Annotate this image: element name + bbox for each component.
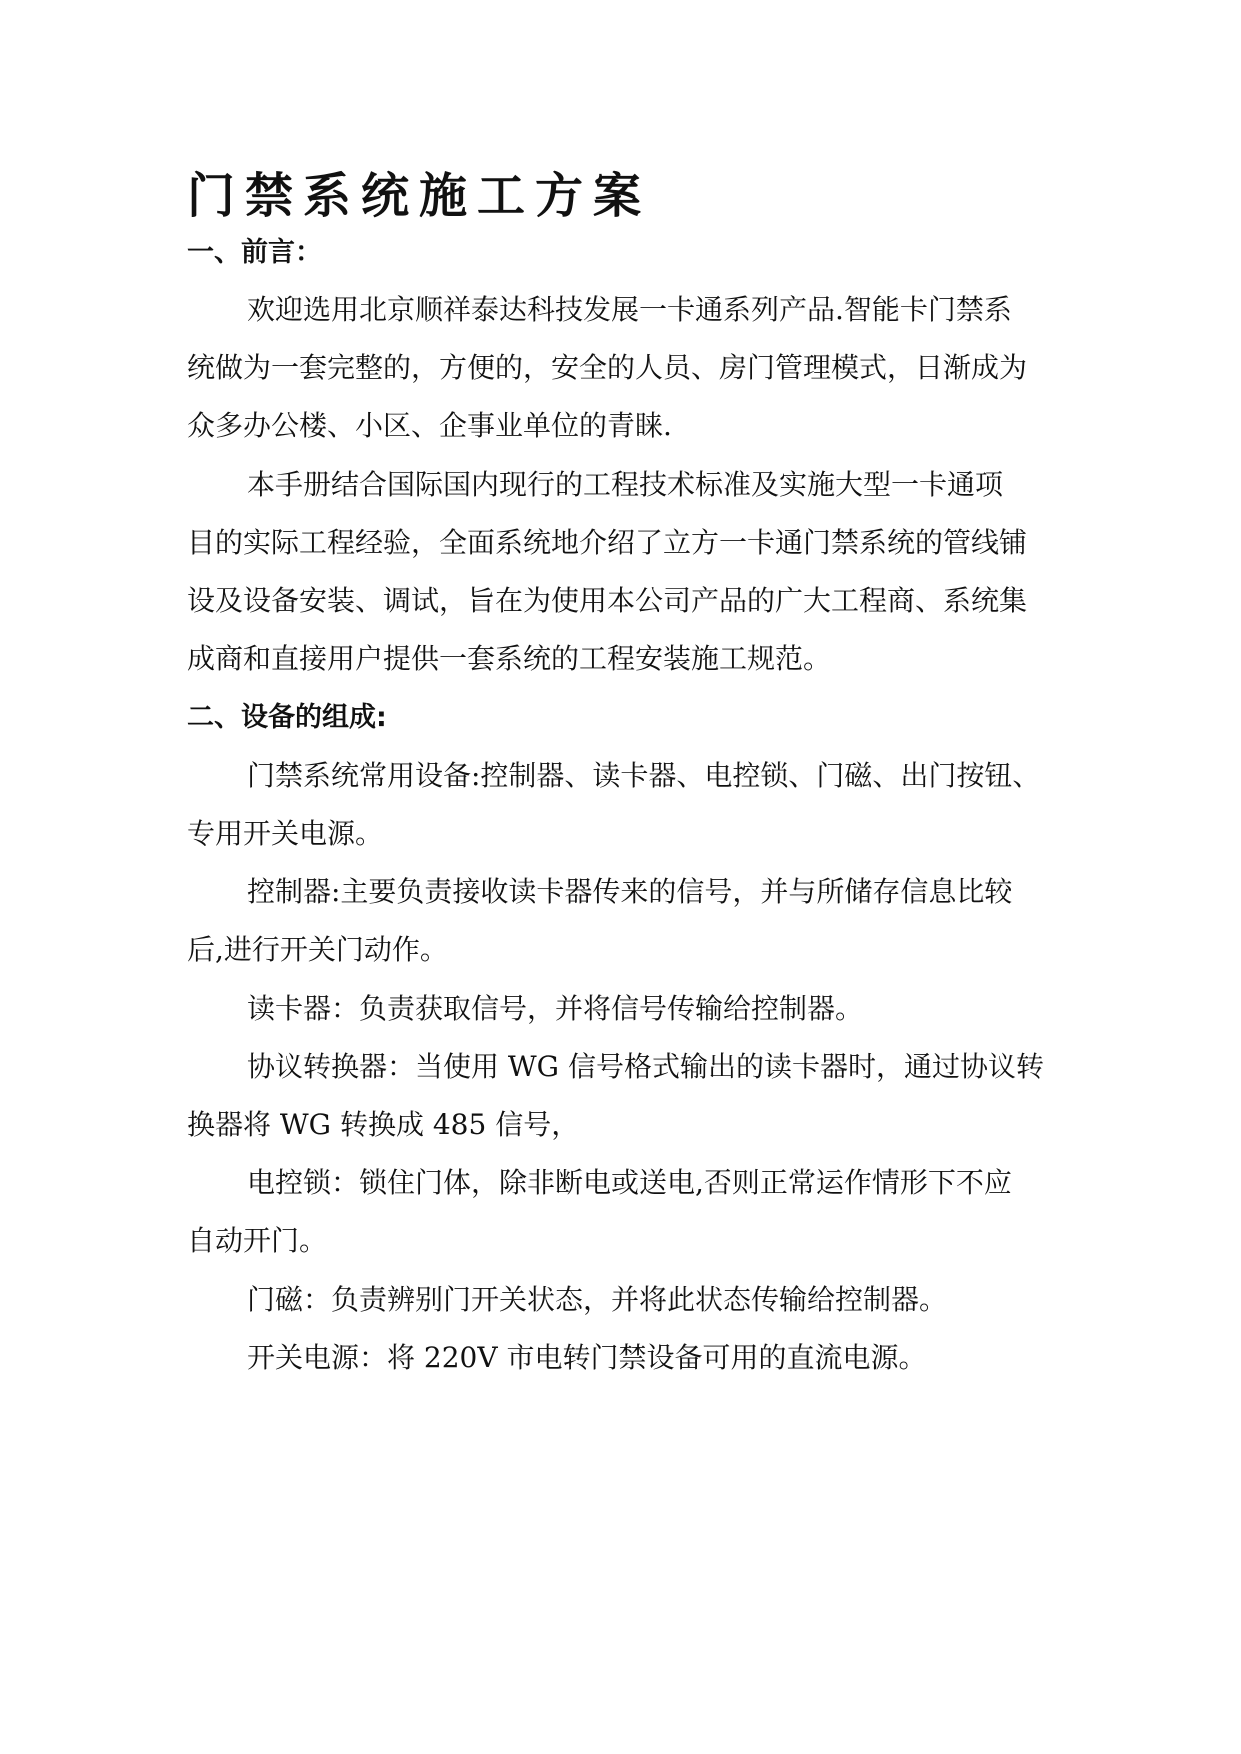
components-p7-line-1: 开关电源：将 220V 市电转门禁设备可用的直流电源。 [247,1341,927,1374]
components-p2-line-2: 后,进行开关门动作。 [187,933,448,966]
preface-paragraph-2-line-2: 目的实际工程经验，全面系统地介绍了立方一卡通门禁系统的管线铺 [187,526,1028,559]
preface-paragraph-1-line-1: 欢迎选用北京顺祥泰达科技发展一卡通系列产品.智能卡门禁系 [247,293,1012,326]
components-p5-line-1: 电控锁：锁住门体，除非断电或送电,否则正常运作情形下不应 [247,1166,1012,1199]
preface-paragraph-1-line-3: 众多办公楼、小区、企事业单位的青睐. [187,409,672,442]
document-title: 门禁系统施工方案 [187,168,652,224]
components-p3-line-1: 读卡器：负责获取信号，并将信号传输给控制器。 [247,992,864,1025]
preface-paragraph-2-line-1: 本手册结合国际国内现行的工程技术标准及实施大型一卡通项 [247,468,1004,501]
components-p6-line-1: 门磁：负责辨别门开关状态，并将此状态传输给控制器。 [247,1283,948,1316]
components-p2-line-1: 控制器:主要负责接收读卡器传来的信号，并与所储存信息比较 [247,875,1013,908]
components-p5-line-2: 自动开门。 [187,1224,328,1257]
section-heading-components: 二、设备的组成: [187,702,387,733]
components-p4-line-2: 换器将 WG 转换成 485 信号， [187,1108,580,1141]
components-p4-line-1: 协议转换器：当使用 WG 信号格式输出的读卡器时，通过协议转 [247,1050,1044,1083]
components-p1-line-2: 专用开关电源。 [187,817,384,850]
preface-paragraph-2-line-4: 成商和直接用户提供一套系统的工程安装施工规范。 [187,642,832,675]
preface-paragraph-1-line-2: 统做为一套完整的，方便的，安全的人员、房门管理模式，日渐成为 [187,351,1028,384]
components-p1-line-1: 门禁系统常用设备:控制器、读卡器、电控锁、门磁、出门按钮、 [247,759,1041,792]
preface-paragraph-2-line-3: 设及设备安装、调试，旨在为使用本公司产品的广大工程商、系统集 [187,584,1028,617]
section-heading-preface: 一、前言： [187,237,322,268]
